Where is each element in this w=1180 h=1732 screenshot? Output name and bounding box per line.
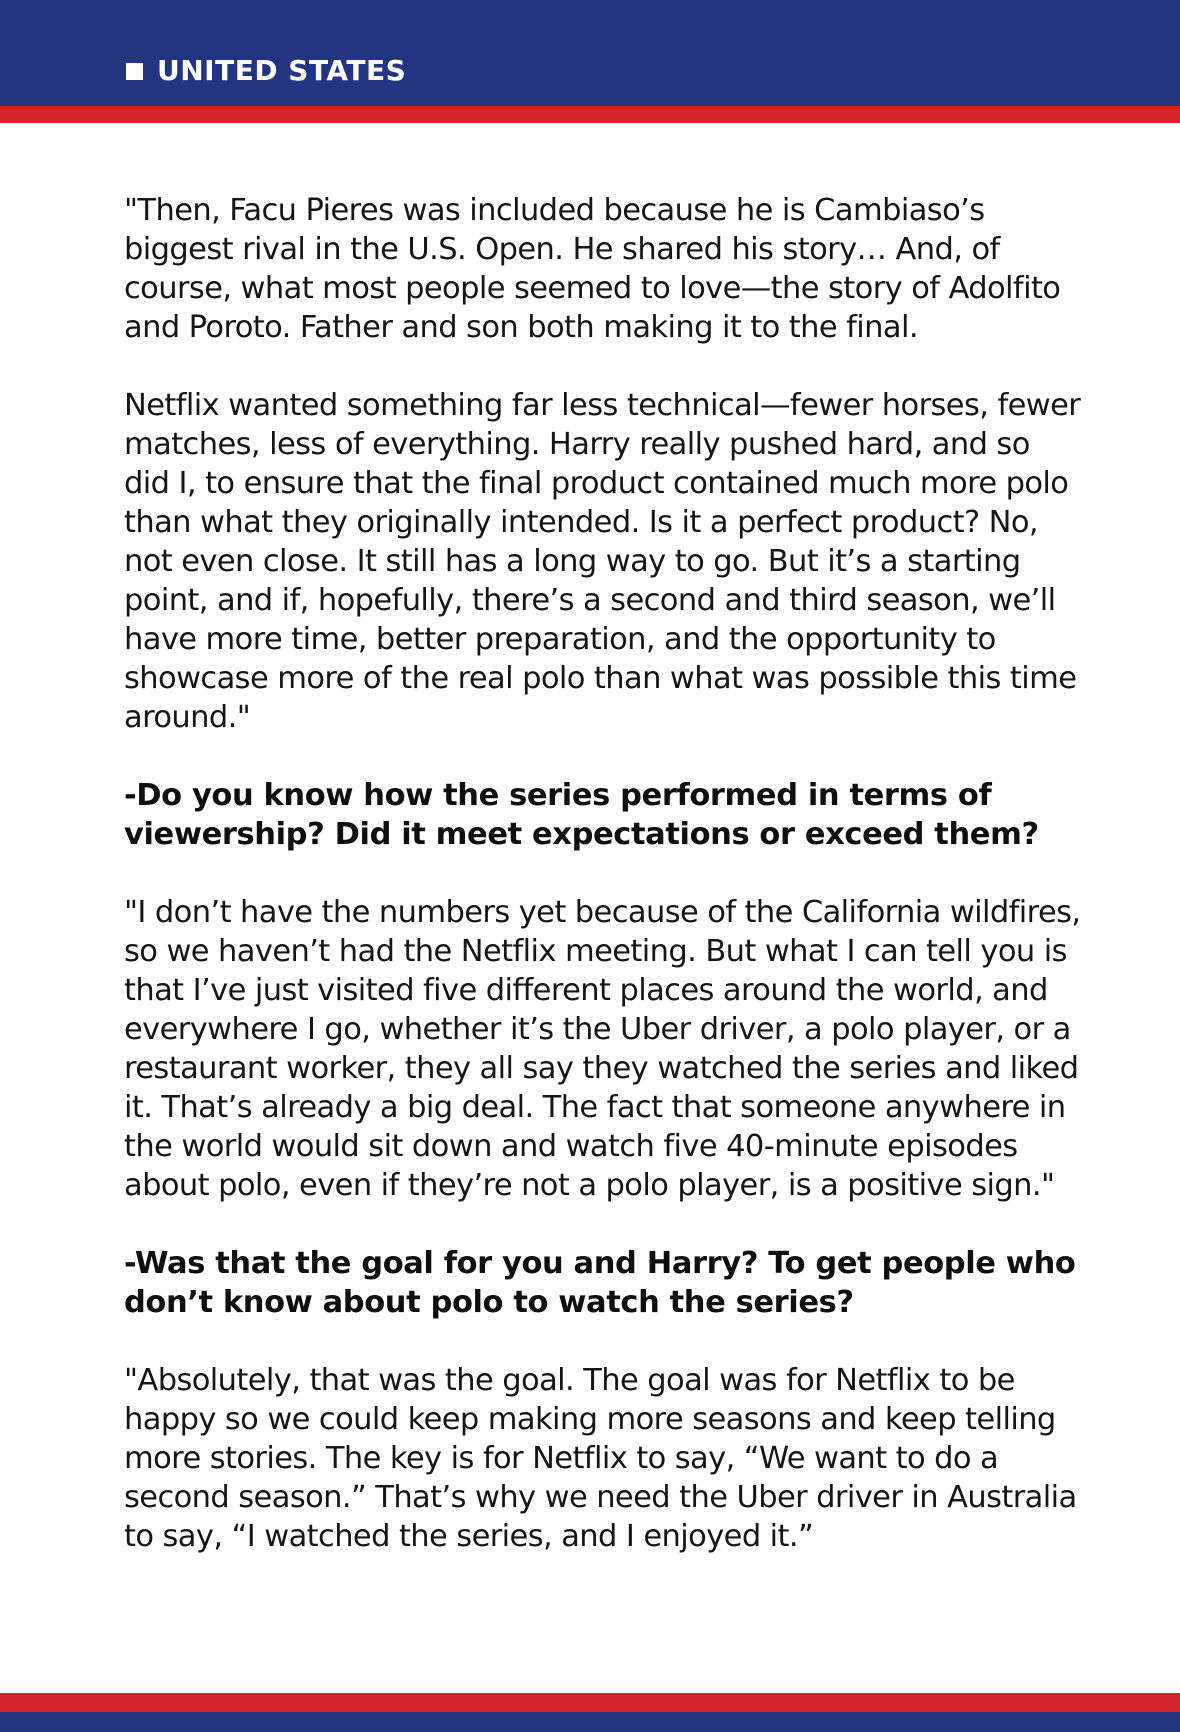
section-label: UNITED STATES — [157, 54, 407, 87]
footer-blue-band — [0, 1712, 1180, 1732]
article-body — [124, 191, 1084, 1595]
answer-paragraph-3: "I don’t have the numbers yet because of the California wildfires, so we haven’t had the Netflix meeting. But what I can tell you is that I’ve just visited five different places around the world, and everywhere I go, whether it’s the Uber driver, a polo player, or a restaurant worker, they all say they watched the series and liked it. That’s already a big deal. The fact that someone anywhere in the world would sit down and watch five 40-minute episodes about polo, even if they’re not a polo player, is a positive sign." — [124, 895, 1081, 1203]
answer-paragraph-4: "Absolutely, that was the goal. The goal was for Netflix to be happy so we could keep making more seasons and keep telling more stories. The key is for Netflix to say, “We want to do a second season.” That’s why we need the Uber driver in Australia to say, “I watched the series, and I enjoyed it.” — [124, 1363, 1077, 1554]
section-square-icon — [126, 63, 143, 80]
answer-paragraph-2: Netflix wanted something far less technical—fewer horses, fewer matches, less of everything. Harry really pushed hard, and so did I, to ensure that the final product contained much more polo than what they originally intended. Is it a perfect product? No, not even close. It still has a long way to go. But it’s a starting point, and if, hopefully, there’s a second and third season, we’ll have more time, better preparation, and the opportunity to showcase more of the real polo than what was possible this time around." — [124, 388, 1081, 735]
question-1: -Do you know how the series performed in terms of viewership? Did it meet expectations or exceed them? — [124, 778, 1039, 852]
answer-paragraph-1: "Then, Facu Pieres was included because he is Cambiaso’s biggest rival in the U.S. Open. He shared his story… And, of course, what most people seemed to love—the story of Adolfito and Poroto. Father and son both making it to the final. — [124, 193, 1061, 345]
footer-red-stripe — [0, 1693, 1180, 1712]
header-red-stripe — [0, 106, 1180, 123]
question-2: -Was that the goal for you and Harry? To get people who don’t know about polo to watch the series? — [124, 1246, 1076, 1320]
